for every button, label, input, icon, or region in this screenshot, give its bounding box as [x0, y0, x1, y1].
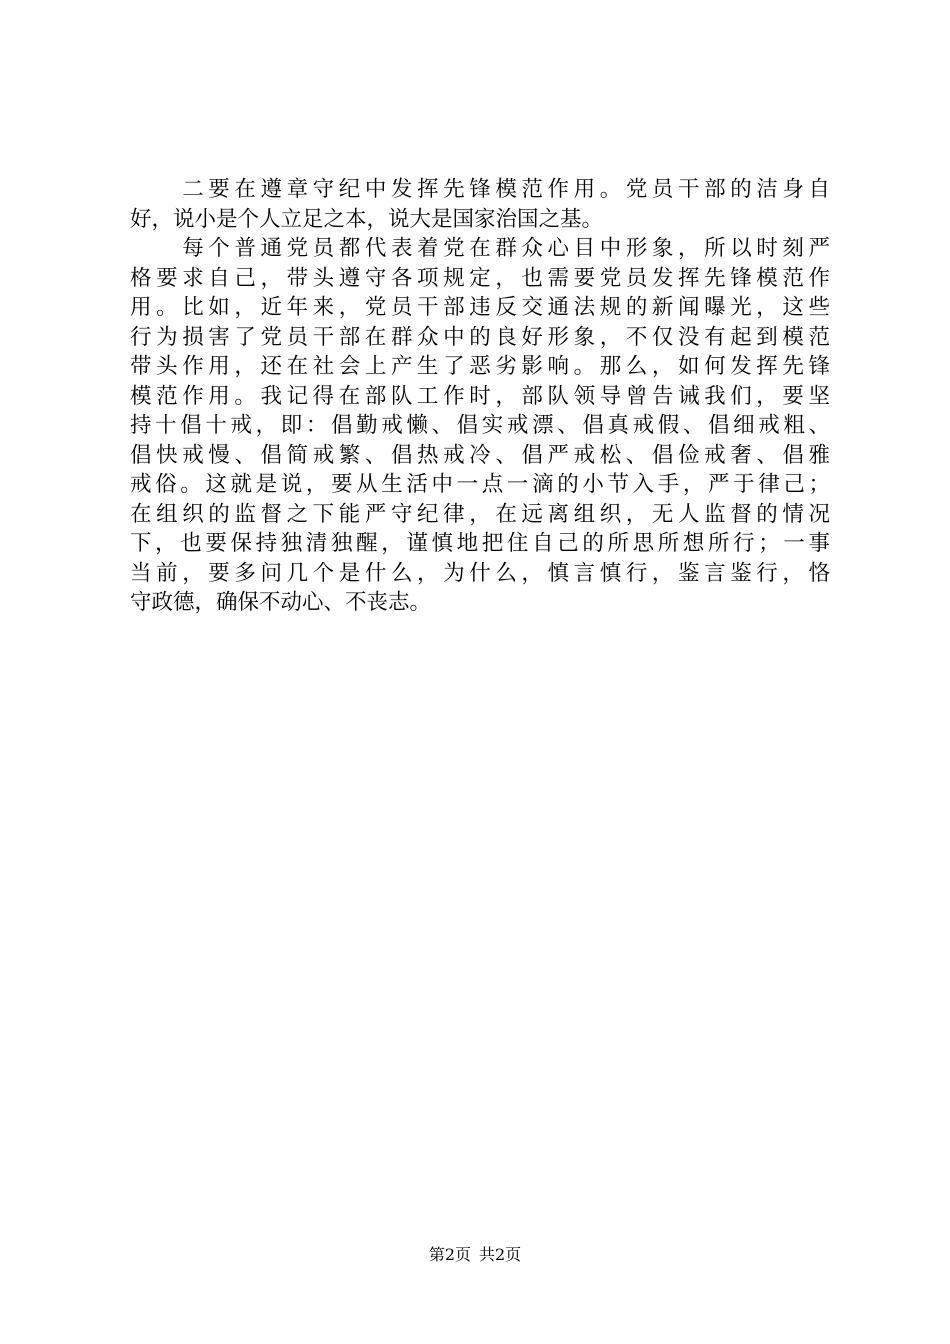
text-line: 带头作用，还在社会上产生了恶劣影响。那么，如何发挥先锋	[130, 354, 830, 379]
page-number: 第2页	[428, 1245, 471, 1264]
page-total: 共2页	[479, 1245, 522, 1264]
text-line: 下，也要保持独清独醒，谨慎地把住自己的所思所想所行；一事	[130, 531, 830, 556]
text-line: 行为损害了党员干部在群众中的良好形象，不仅没有起到模范	[130, 324, 830, 350]
page-footer	[0, 1244, 950, 1266]
text-line: 倡快戒慢、倡简戒繁、倡热戒冷、倡严戒松、倡俭戒奢、倡雅	[130, 442, 830, 468]
text-line: 当前，要多问几个是什么，为什么，慎言慎行，鉴言鉴行，恪	[130, 560, 830, 586]
text-line: 格要求自己，带头遵守各项规定，也需要党员发挥先锋模范作	[130, 265, 830, 291]
text-line: 用。比如，近年来，党员干部违反交通法规的新闻曝光，这些	[130, 295, 830, 320]
paragraph-1	[130, 175, 830, 234]
text-line: 戒俗。这就是说，要从生活中一点一滴的小节入手，严于律己；	[130, 472, 830, 497]
text-line: 二要在遵章守纪中发挥先锋模范作用。党员干部的洁身自	[130, 177, 830, 202]
document-body	[130, 175, 830, 618]
text-line: 模范作用。我记得在部队工作时，部队领导曾告诫我们，要坚	[130, 383, 830, 409]
paragraph-2	[130, 234, 830, 618]
text-line: 每个普通党员都代表着党在群众心目中形象，所以时刻严	[130, 236, 830, 261]
text-line: 持十倡十戒，即：倡勤戒懒、倡实戒漂、倡真戒假、倡细戒粗、	[130, 413, 830, 438]
text-line: 在组织的监督之下能严守纪律，在远离组织，无人监督的情况	[130, 501, 830, 527]
text-line: 好，说小是个人立足之本，说大是国家治国之基。	[130, 206, 604, 232]
text-line: 守政德，确保不动心、不丧志。	[130, 590, 432, 615]
